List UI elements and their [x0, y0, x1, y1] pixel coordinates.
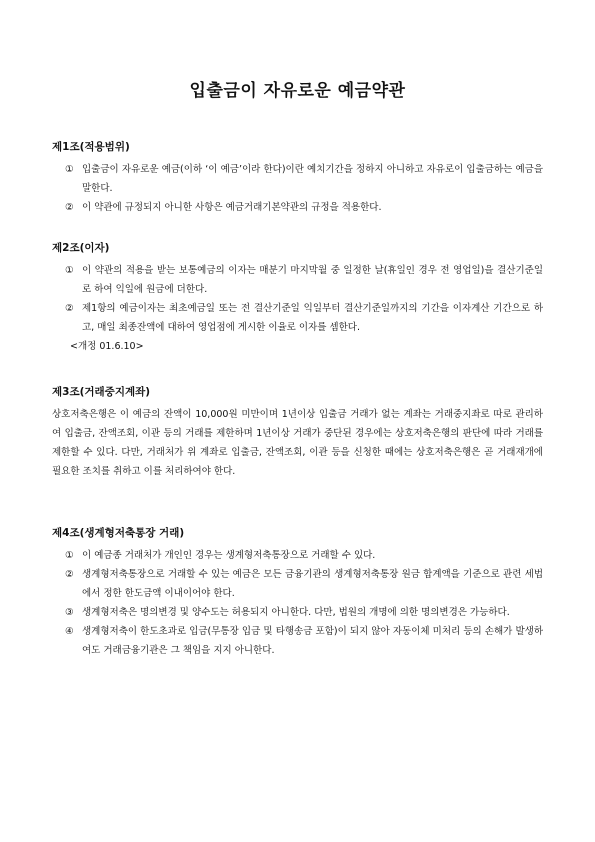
- item-text: 이 예금종 거래처가 개인인 경우는 생계형저축통장으로 거래할 수 있다.: [82, 550, 376, 561]
- article-item: [52, 261, 543, 299]
- item-text: 이 약관에 규정되지 아니한 사항은 예금거래기본약관의 규정을 적용한다.: [82, 202, 382, 213]
- item-text: 이 약관의 적용을 받는 보통예금의 이자는 매분기 마지막월 중 일정한 날(휴일인 경우 전 영업일)을 결산기준일로 하여 익일에 원금에 더한다.: [82, 265, 543, 295]
- article-heading: 제2조(이자): [52, 242, 110, 254]
- article-item: [52, 622, 543, 660]
- item-number: ④: [65, 626, 74, 637]
- article-paragraph: 상호저축은행은 이 예금의 잔액이 10,000원 미만이며 1년이상 입출금 거래가 없는 계좌는 거래중지좌로 따로 관리하여 입출금, 잔액조회, 이관 등의 거래를 제한하며 1년이상 거래가 중단된 경우에는 상호저축은행의 판단에 따라 거래를 제한할 수 있다. 다만, 거래처가 위 계좌로 입출금, 잔액조회, 이관 등을 신청한 때에는 상호저축은행은 곧 거래재개에 필요한 조치를 취하고 이를 처리하여야 한다.: [52, 409, 543, 477]
- item-number: ③: [65, 607, 74, 618]
- article-item: [52, 160, 543, 198]
- item-text: 제1항의 예금이자는 최초예금일 또는 전 결산기준일 익일부터 결산기준일까지의 기간을 이자계산 기간으로 하고, 매일 최종잔액에 대하여 영업점에 게시한 이율로 이자를 셈한다.: [82, 303, 543, 333]
- article-3: [52, 385, 543, 481]
- article-item: [52, 565, 543, 603]
- item-number: ①: [65, 550, 74, 561]
- article-1: [52, 140, 543, 217]
- item-number: ①: [65, 164, 74, 175]
- revision-note: <개정 01.6.10>: [70, 341, 144, 352]
- article-item: [52, 198, 543, 217]
- article-heading: 제1조(적용범위): [52, 141, 130, 153]
- item-number: ②: [65, 202, 74, 213]
- document-title: 입출금이 자유로운 예금약관: [189, 81, 406, 101]
- item-text: 생계형저축은 명의변경 및 양수도는 허용되지 아니한다. 다만, 법원의 개명에 의한 명의변경은 가능하다.: [82, 607, 510, 618]
- item-text: 입출금이 자유로운 예금(이하 ‘이 예금’이라 한다)이란 예치기간을 정하지 아니하고 자유로이 입출금하는 예금을 말한다.: [82, 164, 543, 194]
- article-4: [52, 526, 543, 660]
- item-text: 생계형저축통장으로 거래할 수 있는 예금은 모든 금융기관의 생계형저축통장 원금 합계액을 기준으로 관련 세법에서 정한 한도금액 이내이어야 한다.: [82, 569, 543, 599]
- article-2: [52, 241, 543, 356]
- article-item: [52, 299, 543, 337]
- item-number: ②: [65, 303, 74, 314]
- item-number: ①: [65, 265, 74, 276]
- article-heading: 제4조(생계형저축통장 거래): [52, 527, 185, 539]
- article-heading: 제3조(거래중지계좌): [52, 386, 151, 398]
- item-text: 생계형저축이 한도초과로 입금(무통장 입금 및 타행송금 포함)이 되지 않아 자동이체 미처리 등의 손해가 발생하여도 거래금융기관은 그 책임을 지지 아니한다.: [82, 626, 543, 656]
- item-number: ②: [65, 569, 74, 580]
- article-item: [52, 603, 543, 622]
- article-item: [52, 546, 543, 565]
